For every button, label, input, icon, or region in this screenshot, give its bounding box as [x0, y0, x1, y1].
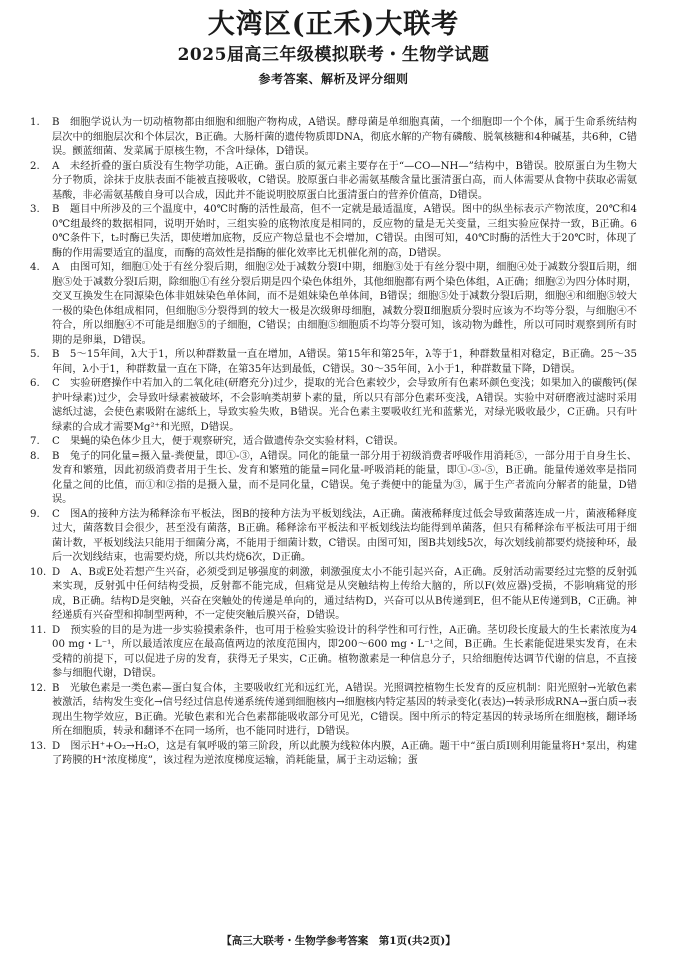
answer-text: A 未经折叠的蛋白质没有生物学功能，A正确。蛋白质的氮元素主要存在于“—CO—NH—”结构中，B错误。胶原蛋白为生物大分子物质，涂抹于皮肤表面不能被直接吸收，C错误。胶原蛋白非必需氨基酸含量比蛋清蛋白高，而人体需要从食物中获取必需氨基酸，非必需氨基酸自身可以合成，因此并不能说明胶原蛋白比蛋清蛋白的营养价值高，D错误。: [52, 160, 637, 201]
answer-number: 9.: [30, 508, 40, 520]
answer-number: 11.: [30, 624, 47, 636]
answer-item: [30, 508, 637, 566]
answer-text: B 细胞学说认为一切动植物都由细胞和细胞产物构成，A错误。酵母菌是单细胞真菌，一个细胞即一个个体，属于生命系统结构层次中的细胞层次和个体层次，B正确。大肠杆菌的遗传物质即DNA，彻底水解的产物有磷酸、脱氧核糖和4种碱基，共6种，C错误。颤蓝细菌、发菜属于原核生物，不含叶绿体，D错误。: [52, 117, 637, 157]
answer-item: [30, 116, 637, 160]
answer-number: 2.: [30, 160, 40, 172]
answer-text: D 图示H⁺+O₂→H₂O，这是有氧呼吸的第三阶段，所以此膜为线粒体内膜，A正确。题干中“蛋白质Ⅰ则利用能量将H⁺泵出，构建了跨膜的H⁺浓度梯度”，该过程为逆浓度梯度运输，消耗能量，属于主动运输；蛋: [52, 740, 637, 766]
answer-text: D 预实验的目的是为进一步实验摸索条件，也可用于检验实验设计的科学性和可行性，A正确。茎切段长度最大的生长素浓度为400 mg・L⁻¹，所以最适浓度应在最高值两边的浓度范围内，即200～600 mg・L⁻¹之间，B正确。生长素能促进果实发育，在未受精的前提下，可以促进子房的发育，获得无子果实，C正确。植物激素是一种信息分子，只给细胞传达调节代谢的信息，不直接参与细胞代谢，D错误。: [52, 624, 637, 679]
answer-item: [30, 624, 637, 682]
answer-text: B 光敏色素是一类色素—蛋白复合体，主要吸收红光和远红光，A错误。光照调控植物生长发育的反应机制：阳光照射→光敏色素被激活，结构发生变化→信号经过信息传递系统传递到细胞核内→细胞核内特定基因的转录变化(表达)→转录形成RNA→蛋白质→表现出生物学效应，B正确。光敏色素和光合色素都能吸收部分可见光，C错误。图中所示的特定基因的转录场所在细胞核，翻译场所在细胞质，转录和翻译不在同一场所，也不能同时进行，D错误。: [52, 682, 637, 737]
answer-text: D A、B或E处若想产生兴奋，必须受到足够强度的刺激，刺激强度太小不能引起兴奋，A正确。反射活动需要经过完整的反射弧来实现，反射弧中任何结构受损，反射都不能完成，但痛觉是从突触结构上传给大脑的，所以F(效应器)受损，不影响痛觉的形成，B正确。结构D是突触，兴奋在突触处的传递是单向的，通过结构D，兴奋可以从B传递到E，但不能从E传递到B，C正确。神经递质有兴奋型和抑制型两种，不一定使突触后膜兴奋，D错误。: [52, 566, 637, 621]
exam-subtitle: 2025届高三年级模拟联考・生物学试题: [177, 45, 490, 65]
answer-number: 10.: [30, 566, 47, 578]
answer-number: 6.: [30, 378, 40, 389]
answer-item: [30, 348, 637, 377]
answer-number: 5.: [30, 349, 40, 360]
answer-number: 1.: [30, 117, 40, 128]
answer-text: C 果蝇的染色体少且大，便于观察研究，适合做遗传杂交实验材料，C错误。: [52, 436, 404, 447]
answer-text: C 实验研磨操作中若加入的二氧化硅(研磨充分)过少，提取的光合色素较少，会导致所有色素环颜色变浅；如果加入的碳酸钙(保护叶绿素)过少，会导致叶绿素被破坏，不会影响类胡萝卜素的量，所以只有部分色素环变浅，A错误。实验中对研磨液过滤时采用滤纸过滤，会使色素吸附在滤纸上，导致实验失败，B错误。光合色素主要吸收红光和蓝紫光，对绿光吸收最少，C正确。只有叶绿素的合成才需要Mg²⁺和光照，D错误。: [52, 378, 637, 433]
answer-item: [30, 377, 637, 435]
answer-number: 3.: [30, 204, 40, 215]
answer-item: [30, 450, 637, 508]
answer-number: 7.: [30, 436, 40, 447]
answer-item: [30, 566, 637, 624]
exam-title: 大湾区(正禾)大联考: [207, 9, 460, 40]
section-heading: 参考答案、解析及评分细则: [258, 72, 409, 86]
answer-text: B 兔子的同化量=摄入量-粪便量，即①-③，A错误。同化的能量一部分用于初级消费者呼吸作用消耗⑤，一部分用于自身生长、发育和繁殖，因此初级消费者用于生长、发育和繁殖的能量=同化量-呼吸消耗的能量，即①-③-⑤，B正确。能量传递效率是指同化量之间的比值，而①和②指的是摄入量，而不是同化量，C错误。兔子粪便中的能量为③，属于生产者流向分解者的能量，D错误。: [52, 450, 637, 505]
answer-item: [30, 435, 637, 450]
answer-item: [30, 203, 637, 261]
answer-text: A 由图可知，细胞①处于有丝分裂后期，细胞②处于减数分裂Ⅰ中期，细胞③处于有丝分裂中期，细胞④处于减数分裂Ⅱ后期，细胞⑤处于减数分裂Ⅰ后期，除细胞①有丝分裂后期是四个染色体组外，其他细胞都有两个染色体组，A正确；细胞②为四分体时期，交叉互换发生在同源染色体非姐妹染色单体间，而不是姐妹染色单体间，B错误；细胞⑤处于减数分裂Ⅰ后期，细胞④和细胞⑤较大一极的染色体组成相同，但细胞⑤分裂得到的较大一极是次级卵母细胞，减数分裂Ⅱ细胞质分裂时应该为不均等分裂，与细胞④不符合，所以细胞④不可能是细胞⑤的子细胞，C错误；由细胞⑤细胞质不均等分裂可知，该动物为雌性，所以可同时观察到所有时期的是卵巢，D错误。: [52, 262, 637, 346]
answer-item: [30, 160, 637, 204]
answer-text: B 5～15年间，λ大于1，所以种群数量一直在增加，A错误。第15年和第25年，λ等于1，种群数量相对稳定，B正确。25～35年间，λ小于1，种群数量一直在下降，在第35年达到最低，C错误。30～35年间，λ小于1，种群数量下降，D错误。: [52, 349, 637, 375]
answer-text: B 题目中所涉及的三个温度中，40℃时酶的活性最高，但不一定就是最适温度，A错误。图中的纵坐标表示产物浓度，20℃和40℃组最终的数据相同，说明开始时，三组实验的底物浓度是相同的，反应物的量是无关变量，三组实验应保持一致，B正确。60℃条件下，t₂时酶已失活，即使增加底物，反应产物总量也不会增加，C错误。由图可知，40℃时酶的活性大于20℃时，体现了酶的作用需要适宜的温度，而酶的高效性是指酶的催化效率比无机催化剂的高，D错误。: [52, 204, 637, 259]
answer-list: [30, 116, 637, 769]
answer-number: 8.: [30, 450, 40, 462]
answer-item: [30, 261, 637, 348]
answer-item: [30, 740, 637, 769]
page-footer: 【高三大联考・生物学参考答案 第1页(共2页)】: [221, 935, 456, 947]
answer-text: C 图A的接种方法为稀释涂布平板法，图B的接种方法为平板划线法，A正确。菌液稀释度过低会导致菌落连成一片，菌液稀释度过大，菌落数目会很少，甚至没有菌落，B正确。稀释涂布平板法和平板划线法均能得到单菌落，但只有稀释涂布平板法可用于细菌计数，平板划线法只能用于细菌分离，不能用于细菌计数，C错误。由图可知，图B共划线5次，每次划线前都要灼烧接种环，最后一次划线结束，也需要灼烧，所以共灼烧6次，D正确。: [52, 508, 637, 563]
answer-item: [30, 682, 637, 740]
answer-number: 4.: [30, 262, 40, 273]
answer-number: 13.: [30, 740, 47, 752]
answer-number: 12.: [30, 682, 47, 694]
